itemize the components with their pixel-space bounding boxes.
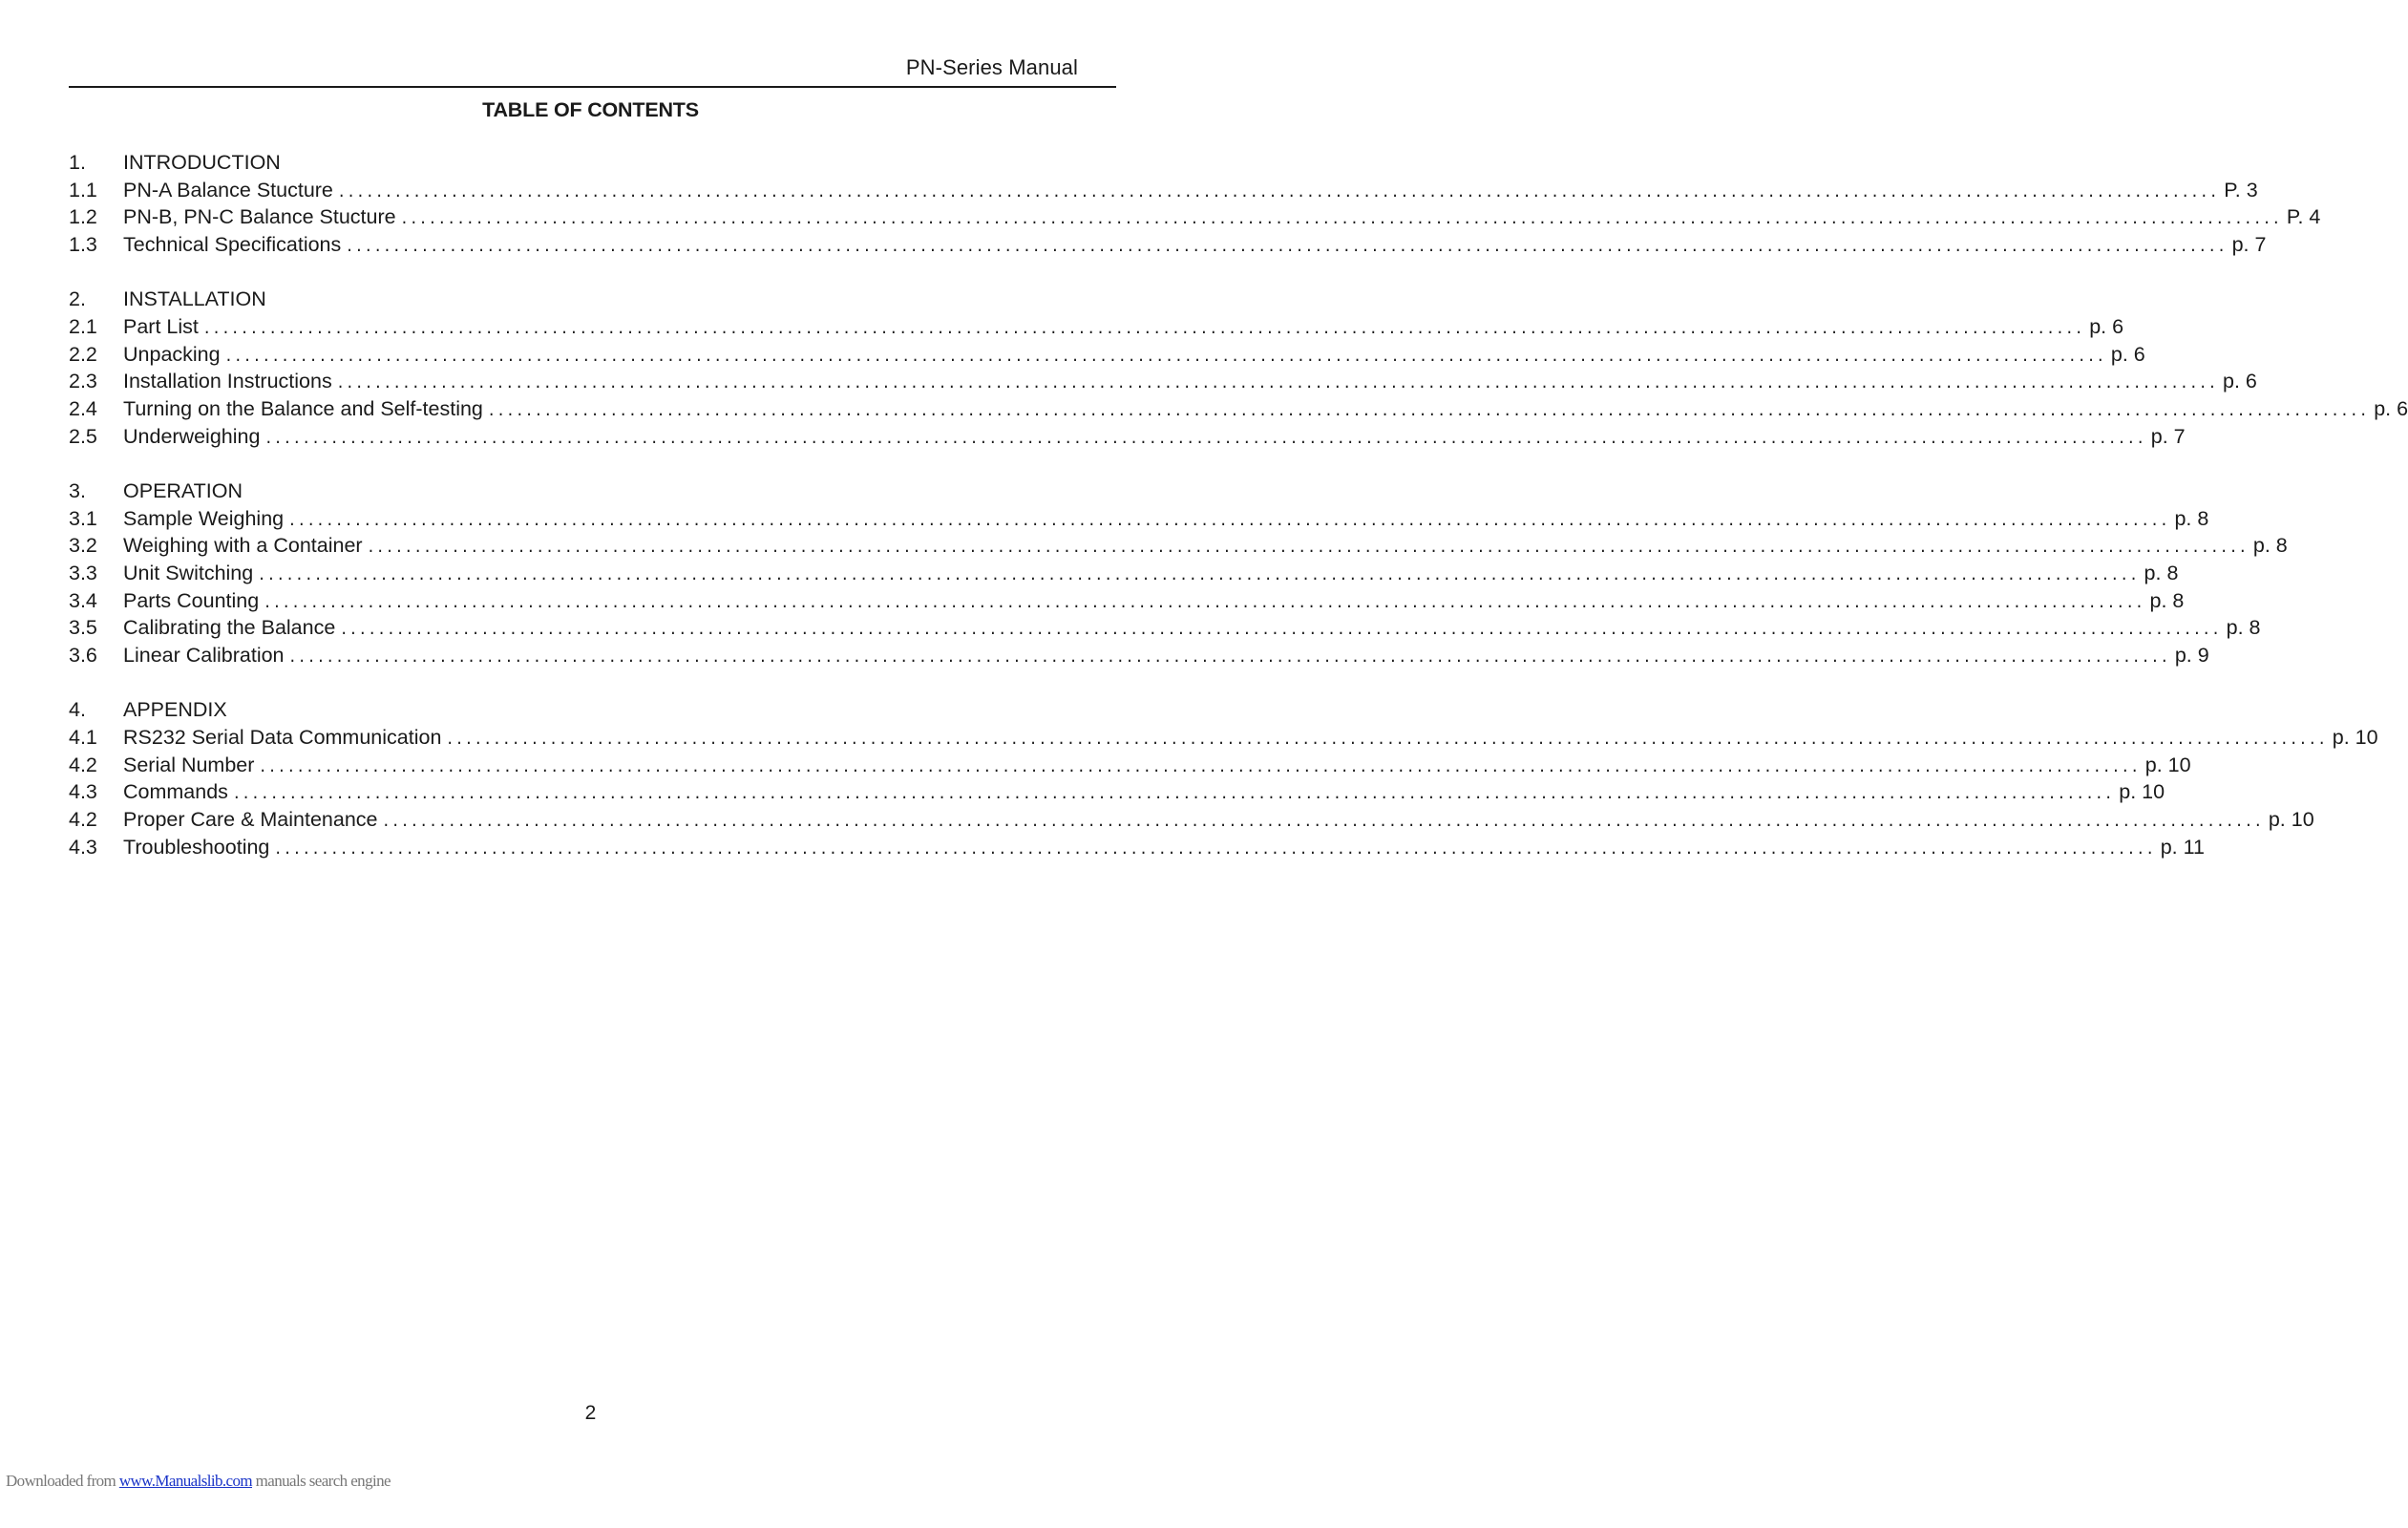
dot-leader: ........................................................................................................................................................................................................ [231, 786, 2114, 804]
entry-label: Troubleshooting [123, 835, 270, 859]
toc-entry[interactable] [69, 560, 2179, 587]
toc-entry[interactable] [69, 532, 2288, 560]
entry-label: Calibrating the Balance [123, 616, 336, 640]
section-heading [69, 149, 1105, 177]
entry-label: Linear Calibration [123, 644, 285, 667]
entry-number: 3.3 [69, 561, 97, 584]
entry-label: Installation Instructions [123, 370, 332, 393]
entry-label: Proper Care & Maintenance [123, 807, 378, 831]
dot-leader: ........................................................................................................................................................................................................ [287, 512, 2169, 530]
entry-page: p. 6 [2110, 342, 2145, 366]
toc-entry[interactable] [69, 642, 2209, 669]
entry-page: p. 10 [2332, 725, 2378, 749]
dot-leader: ........................................................................................................................................................................................................ [258, 758, 2140, 776]
entry-page: P. 3 [2224, 178, 2258, 202]
dot-leader: ........................................................................................................................................................................................................ [366, 540, 2248, 558]
footer-prefix: Downloaded from [6, 1472, 119, 1490]
toc-entry[interactable] [69, 423, 2186, 451]
toc-entry[interactable] [69, 368, 2257, 395]
dot-leader: ........................................................................................................................................................................................................ [264, 430, 2145, 448]
entry-page: p. 7 [2150, 424, 2186, 448]
entry-number: 2.1 [69, 314, 97, 338]
toc-entry[interactable] [69, 505, 2209, 533]
toc-entry[interactable] [69, 395, 2408, 423]
entry-number: 3.6 [69, 644, 97, 667]
toc-entry[interactable] [69, 203, 2321, 231]
toc-entry[interactable] [69, 752, 2191, 779]
toc-entry[interactable] [69, 177, 2258, 204]
entry-number: 3.5 [69, 616, 97, 640]
entry-label: Sample Weighing [123, 506, 285, 530]
entry-page: p. 10 [2268, 807, 2314, 831]
toc-entry[interactable] [69, 778, 2165, 806]
entry-page: p. 8 [2149, 588, 2185, 612]
section-title: INTRODUCTION [123, 151, 281, 174]
section-title: INSTALLATION [123, 287, 266, 311]
entry-number: 3.4 [69, 588, 97, 612]
entry-number: 1.3 [69, 233, 97, 257]
entry-number: 2.4 [69, 397, 97, 420]
toc-entry[interactable] [69, 806, 2314, 834]
dot-leader: ........................................................................................................................................................................................................ [257, 566, 2139, 584]
dot-leader: ........................................................................................................................................................................................................ [223, 348, 2105, 366]
entry-number: 4.3 [69, 780, 97, 804]
entry-page: p. 6 [2374, 397, 2408, 420]
section-title: OPERATION [123, 478, 243, 502]
toc-entry[interactable] [69, 231, 2267, 259]
section-number: 2. [69, 287, 86, 311]
entry-page: p. 6 [2223, 370, 2257, 393]
entry-number: 4.3 [69, 835, 97, 859]
section-heading [69, 696, 1105, 724]
entry-page: p. 10 [2144, 753, 2191, 776]
entry-page: p. 8 [2226, 616, 2261, 640]
dot-leader: ........................................................................................................................................................................................................ [381, 813, 2263, 831]
entry-label: Serial Number [123, 753, 255, 776]
toc-section [69, 696, 2378, 860]
section-number: 3. [69, 478, 86, 502]
download-footer [6, 1472, 391, 1491]
manualslib-link[interactable]: www.Manualslib.com [118, 1472, 253, 1490]
dot-leader: ........................................................................................................................................................................................................ [445, 731, 2327, 749]
toc-section [69, 478, 2288, 669]
entry-label: Parts Counting [123, 588, 260, 612]
dot-leader: ........................................................................................................................................................................................................ [263, 594, 2144, 612]
entry-label: RS232 Serial Data Communication [123, 725, 442, 749]
dot-leader: ........................................................................................................................................................................................................ [273, 840, 2155, 859]
entry-label: Commands [123, 780, 228, 804]
section-title: APPENDIX [123, 698, 227, 722]
entry-number: 1.1 [69, 178, 97, 202]
entry-label: Part List [123, 314, 199, 338]
entry-page: p. 8 [2174, 506, 2209, 530]
toc-entry[interactable] [69, 724, 2378, 752]
entry-page: p. 10 [2119, 780, 2165, 804]
entry-page: p. 8 [2252, 534, 2288, 558]
footer-suffix: manuals search engine [252, 1472, 391, 1490]
dot-leader: ........................................................................................................................................................................................................ [399, 211, 2281, 229]
entry-label: Technical Specifications [123, 233, 342, 257]
toc-section [69, 286, 2408, 450]
entry-label: Turning on the Balance and Self-testing [123, 397, 483, 420]
toc-title: TABLE OF CONTENTS [482, 98, 699, 121]
toc-section [69, 149, 2321, 259]
section-number: 1. [69, 151, 86, 174]
dot-leader: ........................................................................................................................................................................................................ [345, 239, 2227, 257]
entry-page: p. 8 [2144, 561, 2179, 584]
header-rule [69, 86, 1116, 88]
dot-leader: ........................................................................................................................................................................................................ [201, 320, 2084, 338]
dot-leader: ........................................................................................................................................................................................................ [486, 403, 2369, 420]
section-heading [69, 286, 1105, 313]
dot-leader: ........................................................................................................................................................................................................ [336, 183, 2219, 202]
entry-number: 1.2 [69, 205, 97, 229]
entry-number: 3.1 [69, 506, 97, 530]
toc-entry[interactable] [69, 587, 2185, 615]
entry-page: p. 11 [2160, 835, 2205, 859]
entry-number: 4.1 [69, 725, 97, 749]
dot-leader: ........................................................................................................................................................................................................ [335, 375, 2218, 393]
entry-number: 2.3 [69, 370, 97, 393]
table-of-contents [69, 149, 2408, 888]
entry-page: P. 4 [2286, 205, 2321, 229]
dot-leader: ........................................................................................................................................................................................................ [287, 649, 2169, 667]
entry-number: 4.2 [69, 753, 97, 776]
entry-page: p. 7 [2231, 233, 2267, 257]
toc-entry[interactable] [69, 614, 2261, 642]
dot-leader: ........................................................................................................................................................................................................ [339, 622, 2221, 640]
entry-label: PN-B, PN-C Balance Stucture [123, 205, 396, 229]
entry-label: PN-A Balance Stucture [123, 178, 333, 202]
entry-number: 2.2 [69, 342, 97, 366]
toc-entry[interactable] [69, 341, 2145, 369]
section-number: 4. [69, 698, 86, 722]
entry-page: p. 6 [2089, 314, 2124, 338]
running-header: PN-Series Manual [905, 55, 1078, 79]
section-heading [69, 478, 1105, 505]
entry-number: 3.2 [69, 534, 97, 558]
entry-number: 2.5 [69, 424, 97, 448]
entry-label: Weighing with a Container [123, 534, 363, 558]
entry-label: Unit Switching [123, 561, 254, 584]
toc-entry[interactable] [69, 834, 2205, 861]
toc-entry[interactable] [69, 313, 2124, 341]
entry-label: Unpacking [123, 342, 221, 366]
entry-number: 4.2 [69, 807, 97, 831]
entry-label: Underweighing [123, 424, 261, 448]
entry-page: p. 9 [2174, 644, 2209, 667]
page-number: 2 [584, 1402, 597, 1424]
